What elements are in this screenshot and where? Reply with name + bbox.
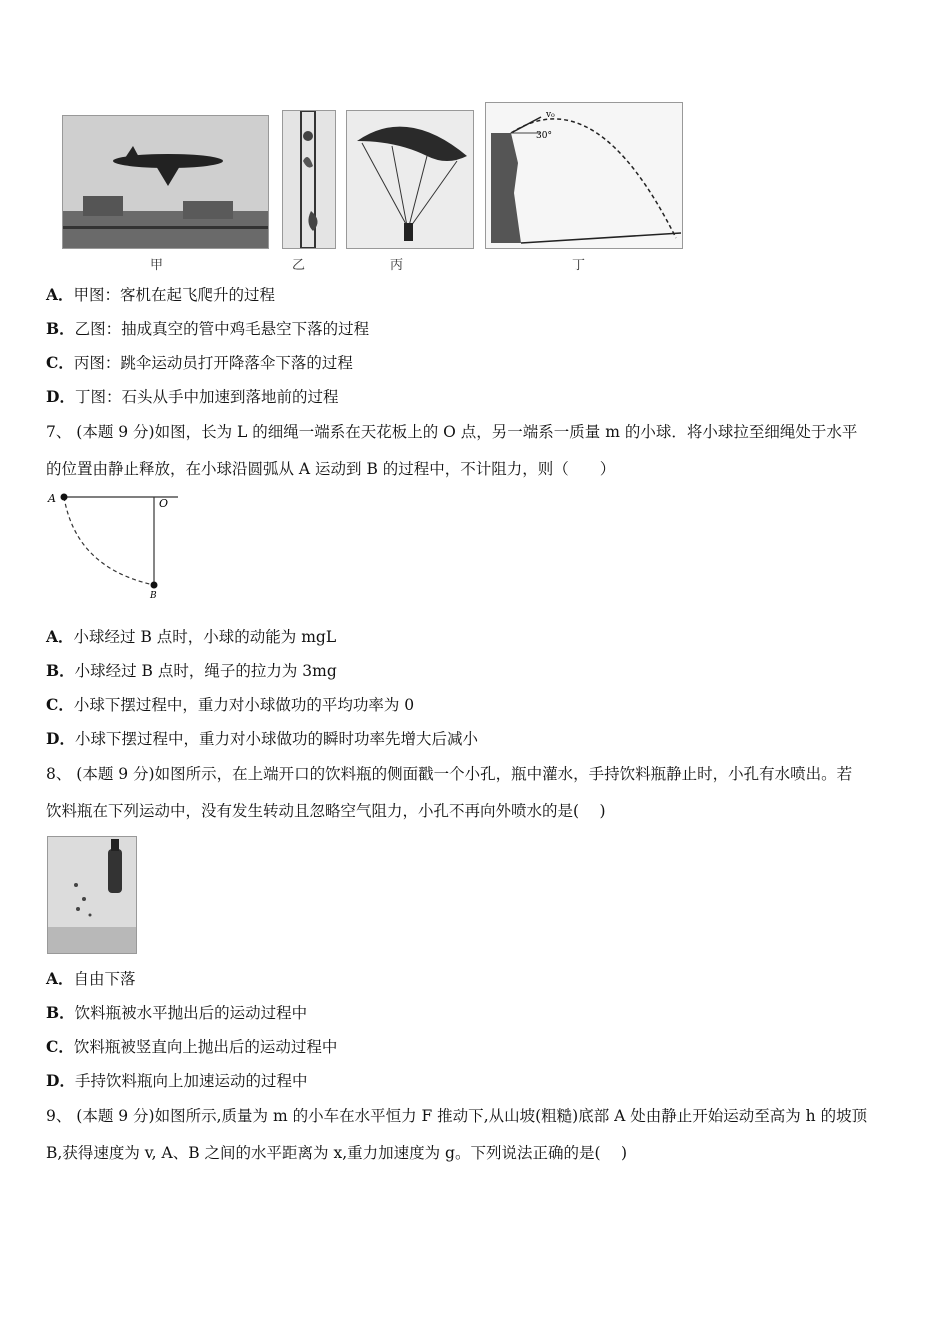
caption-bing: 丙	[390, 258, 404, 273]
q6-option-d-letter: D．	[46, 387, 75, 406]
q7-option-c	[46, 695, 414, 715]
caption-ding: 丁	[572, 258, 586, 273]
caption-yi: 乙	[292, 258, 306, 273]
water-bottle-icon	[48, 837, 136, 953]
q7-option-c-letter: C．	[46, 695, 74, 714]
label-o: O	[159, 497, 169, 510]
q8-option-a	[46, 969, 136, 989]
label-a: A	[48, 492, 56, 505]
q7-option-a-text: 小球经过 B 点时，小球的动能为 mgL	[73, 628, 337, 646]
q6-option-a-text: 甲图：客机在起飞爬升的过程	[73, 286, 276, 304]
velocity-label: v₀	[546, 110, 555, 120]
q8-option-b-text: 饮料瓶被水平抛出后的运动过程中	[74, 1004, 308, 1022]
q6-option-c	[46, 353, 353, 373]
q7-stem-line2: 的位置由静止释放，在小球沿圆弧从 A 运动到 B 的过程中，不计阻力，则（ ）	[46, 460, 616, 478]
label-b: B	[150, 591, 157, 600]
q6-option-c-text: 丙图：跳伞运动员打开降落伞下落的过程	[73, 354, 353, 372]
q8-option-d-letter: D．	[46, 1071, 75, 1090]
q8-option-a-text: 自由下落	[73, 970, 136, 988]
vacuum-tube-photo	[282, 110, 336, 249]
q6-option-c-letter: C．	[46, 353, 74, 372]
q8-option-d	[46, 1071, 307, 1091]
q9-stem-line1: 9、 (本题 9 分)如图所示,质量为 m 的小车在水平恒力 F 推动下,从山坡(粗糙)底部 A 处由静止开始运动至高为 h 的坡顶	[46, 1107, 868, 1125]
q6-option-b	[46, 319, 369, 339]
q8-option-c-text: 饮料瓶被竖直向上抛出后的运动过程中	[73, 1038, 338, 1056]
q7-stem-line1: 7、 (本题 9 分)如图，长为 L 的细绳一端系在天花板上的 O 点，另一端系一质量 m 的小球．将小球拉至细绳处于水平	[46, 423, 858, 441]
q7-option-b	[46, 661, 337, 681]
projectile-diagram	[485, 102, 683, 249]
pendulum-diagram	[46, 488, 186, 600]
q6-option-d-text: 丁图：石头从手中加速到落地前的过程	[74, 388, 339, 406]
q8-option-d-text: 手持饮料瓶向上加速运动的过程中	[74, 1072, 308, 1090]
q8-option-a-letter: A．	[46, 969, 74, 988]
airplane-icon	[63, 116, 268, 248]
q8-stem-line1: 8、 (本题 9 分)如图所示，在上端开口的饮料瓶的侧面戳一个小孔，瓶中灌水，手持饮料瓶静止时，小孔有水喷出。若	[46, 765, 853, 783]
q7-option-c-text: 小球下摆过程中，重力对小球做功的平均功率为 0	[73, 696, 415, 714]
q7-option-b-letter: B．	[46, 661, 75, 680]
q6-option-b-letter: B．	[46, 319, 75, 338]
q7-option-d-text: 小球下摆过程中，重力对小球做功的瞬时功率先增大后减小	[74, 730, 478, 748]
parachute-photo	[346, 110, 474, 249]
q6-option-a	[46, 285, 275, 305]
parachute-icon	[347, 111, 473, 248]
q7-option-d	[46, 729, 478, 749]
q7-option-d-letter: D．	[46, 729, 75, 748]
q9-stem-line2: B,获得速度为 v, A、B 之间的水平距离为 x,重力加速度为 g。下列说法正确的是( )	[46, 1144, 627, 1162]
caption-jia: 甲	[150, 258, 164, 273]
q6-option-b-text: 乙图：抽成真空的管中鸡毛悬空下落的过程	[74, 320, 370, 338]
top-figure-row	[60, 100, 690, 272]
angle-label: 30°	[536, 131, 552, 141]
airplane-photo	[62, 115, 269, 249]
q7-option-b-text: 小球经过 B 点时，绳子的拉力为 3mg	[74, 662, 337, 680]
pendulum-figure	[46, 488, 186, 600]
q6-option-a-letter: A．	[46, 285, 74, 304]
bottle-photo	[47, 836, 137, 954]
ball-b-icon	[151, 582, 158, 589]
projectile-curve-icon	[486, 103, 682, 248]
q7-option-a-letter: A．	[46, 627, 74, 646]
q8-option-c	[46, 1037, 337, 1057]
ball-a-icon	[61, 494, 68, 501]
q8-option-b	[46, 1003, 307, 1023]
q6-option-d	[46, 387, 338, 407]
vacuum-tube-icon	[283, 111, 335, 248]
q8-option-c-letter: C．	[46, 1037, 74, 1056]
q7-option-a	[46, 627, 336, 647]
q8-stem-line2: 饮料瓶在下列运动中，没有发生转动且忽略空气阻力，小孔不再向外喷水的是( )	[46, 802, 606, 820]
q8-option-b-letter: B．	[46, 1003, 75, 1022]
